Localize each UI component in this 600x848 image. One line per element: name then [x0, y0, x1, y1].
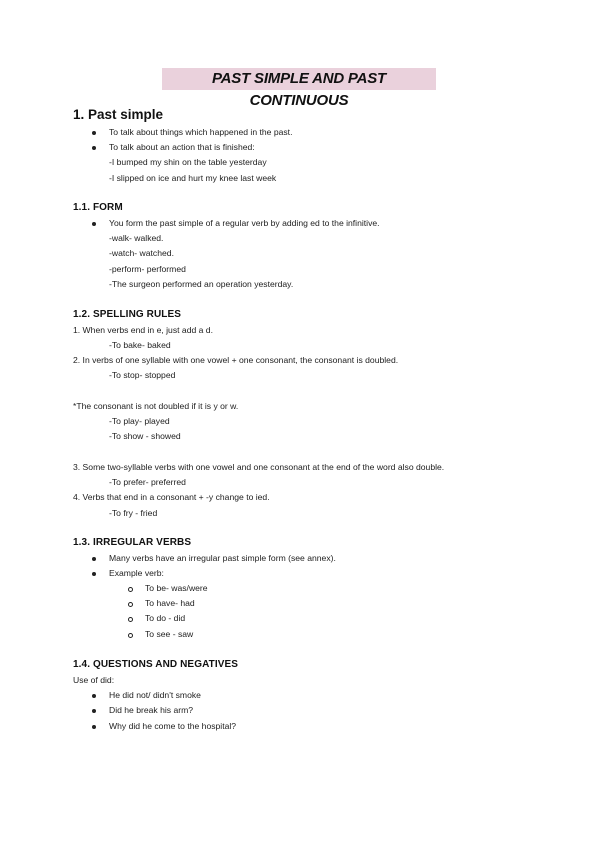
list-item: To talk about an action that is finished: — [109, 142, 255, 152]
list-item: Why did he come to the hospital? — [109, 721, 237, 731]
example-line: -perform- performed — [109, 264, 186, 274]
bullet-icon — [92, 572, 96, 576]
note-line: *The consonant is not doubled if it is y or w. — [73, 401, 239, 411]
example-line: -To stop- stopped — [109, 370, 176, 380]
rule-line: 3. Some two-syllable verbs with one vowel and one consonant at the end of the word also double. — [73, 462, 445, 472]
example-line: -To play- played — [109, 416, 170, 426]
sub-list-item: To have- had — [145, 598, 195, 608]
section-heading-past-simple: 1. Past simple — [73, 107, 164, 122]
example-line: -walk- walked. — [109, 233, 164, 243]
list-item: You form the past simple of a regular verb by adding ed to the infinitive. — [109, 218, 380, 228]
list-item: Did he break his arm? — [109, 705, 194, 715]
circle-bullet-icon — [128, 602, 133, 607]
section-heading-questions-negatives: 1.4. QUESTIONS AND NEGATIVES — [73, 659, 239, 670]
circle-bullet-icon — [128, 617, 133, 622]
page-title: PAST SIMPLE AND PAST CONTINUOUS — [162, 68, 436, 90]
example-line: -The surgeon performed an operation yesterday. — [109, 279, 294, 289]
example-line: -To bake- baked — [109, 340, 171, 350]
list-item: To talk about things which happened in the past. — [109, 127, 293, 137]
list-item: Many verbs have an irregular past simple form (see annex). — [109, 553, 336, 563]
circle-bullet-icon — [128, 587, 133, 592]
bullet-icon — [92, 725, 96, 729]
bullet-icon — [92, 709, 96, 713]
intro-line: Use of did: — [73, 675, 115, 685]
rule-line: 2. In verbs of one syllable with one vowel + one consonant, the consonant is doubled. — [73, 355, 399, 365]
list-item: He did not/ didn't smoke — [109, 690, 201, 700]
example-line: -I bumped my shin on the table yesterday — [109, 157, 267, 167]
list-item: Example verb: — [109, 568, 164, 578]
example-line: -I slipped on ice and hurt my knee last week — [109, 173, 277, 183]
bullet-icon — [92, 146, 96, 150]
sub-list-item: To see - saw — [145, 629, 194, 639]
rule-line: 1. When verbs end in e, just add a d. — [73, 325, 213, 335]
example-line: -To prefer- preferred — [109, 477, 186, 487]
section-heading-form: 1.1. FORM — [73, 202, 123, 213]
section-heading-spelling-rules: 1.2. SPELLING RULES — [73, 309, 182, 320]
bullet-icon — [92, 694, 96, 698]
example-line: -watch- watched. — [109, 248, 174, 258]
example-line: -To show - showed — [109, 431, 181, 441]
bullet-icon — [92, 222, 96, 226]
circle-bullet-icon — [128, 633, 133, 638]
sub-list-item: To be- was/were — [145, 583, 208, 593]
example-line: -To fry - fried — [109, 508, 158, 518]
bullet-icon — [92, 131, 96, 135]
bullet-icon — [92, 557, 96, 561]
sub-list-item: To do - did — [145, 613, 186, 623]
section-heading-irregular-verbs: 1.3. IRREGULAR VERBS — [73, 537, 192, 548]
rule-line: 4. Verbs that end in a consonant + -y change to ied. — [73, 492, 270, 502]
